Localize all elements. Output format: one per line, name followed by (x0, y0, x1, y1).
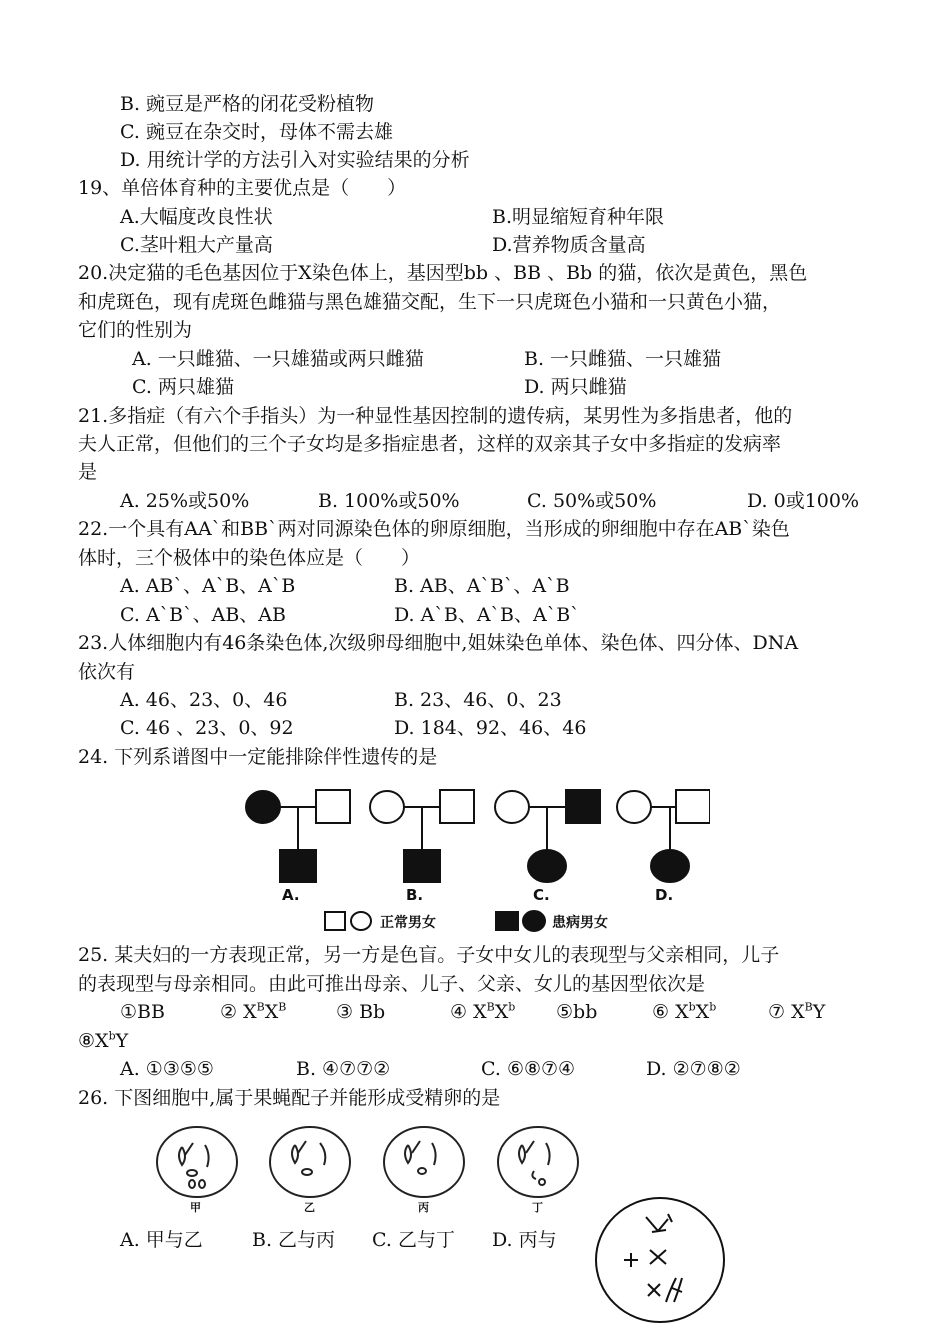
pedigree-label-a: A. (282, 886, 300, 904)
q25-option-b: B. ④⑦⑦② (296, 1058, 391, 1080)
q20-stem-line3: 它们的性别为 (78, 319, 193, 341)
q21-option-d: D. 0或100% (747, 490, 860, 512)
pedigree-b-father (440, 790, 474, 823)
q20-option-c: C. 两只雄猫 (132, 376, 234, 398)
q19-option-c: C.茎叶粗大产量高 (120, 234, 273, 256)
legend-sick-male (496, 912, 518, 930)
q18-option-b: B. 豌豆是严格的闭花受粉植物 (120, 93, 375, 115)
q21-option-c: C. 50%或50% (527, 490, 657, 512)
q23-option-a: A. 46、23、0、46 (120, 689, 288, 711)
q22-stem-line1: 22.一个具有AA`和BB`两对同源染色体的卵原细胞，当形成的卵细胞中存在AB`染色 (78, 518, 790, 540)
q25-genotype-4: ④ $X^BX^b$ (450, 1000, 516, 1023)
q19-option-b: B.明显缩短育种年限 (492, 206, 665, 228)
q25-option-c: C. ⑥⑧⑦④ (481, 1058, 576, 1080)
q25-genotype-8: $⑧X^bY$ (78, 1029, 129, 1052)
pedigree-b-son (404, 850, 440, 882)
q22-stem-line2: 体时，三个极体中的染色体应是（ ） (78, 547, 421, 569)
cell-bing (384, 1127, 464, 1197)
q22-option-a: A. AB`、A`B、A`B (120, 575, 296, 597)
legend-sick-female (523, 911, 545, 931)
pedigree-a-son (280, 850, 316, 882)
pedigree-figure (230, 780, 710, 940)
cell-label-ding: 丁 (532, 1201, 543, 1214)
q22-option-b: B. AB、A`B`、A`B (394, 575, 570, 597)
q21-stem-line3: 是 (78, 461, 98, 483)
q19-option-a: A.大幅度改良性状 (120, 206, 273, 228)
q20-option-a: A. 一只雌猫、一只雄猫或两只雌猫 (132, 348, 424, 370)
cell-figure (150, 1115, 590, 1225)
q25-stem-line1: 25. 某夫妇的一方表现正常，另一方是色盲。子女中女儿的表现型与父亲相同，儿子 (78, 944, 780, 966)
pedigree-a-father (316, 790, 350, 823)
q23-option-c: C. 46 、23、0、92 (120, 717, 294, 739)
q19-stem: 19、单倍体育种的主要优点是（ ） (78, 177, 407, 199)
q26-option-c: C. 乙与丁 (372, 1229, 455, 1251)
q21-option-b: B. 100%或50% (318, 490, 460, 512)
q23-option-d: D. 184、92、46、46 (394, 717, 587, 739)
pedigree-label-d: D. (655, 886, 674, 904)
q25-option-d: D. ②⑦⑧② (646, 1058, 741, 1080)
q20-stem-line1: 20.决定猫的毛色基因位于X染色体上，基因型bb 、BB 、Bb 的猫，依次是黄色，黑色 (78, 262, 808, 284)
q25-genotype-1: ①BB (120, 1001, 165, 1023)
large-cell-figure (592, 1192, 732, 1332)
legend-normal-male (325, 912, 345, 930)
q25-option-a: A. ①③⑤⑤ (120, 1058, 214, 1080)
q25-genotype-6: ⑥ $X^bX^b$ (652, 1000, 717, 1023)
q23-stem-line1: 23.人体细胞内有46条染色体,次级卵母细胞中,姐妹染色单体、染色体、四分体、DNA (78, 632, 799, 654)
cell-label-bing: 丙 (418, 1201, 429, 1214)
pedigree-label-c: C. (533, 886, 550, 904)
q21-stem-line1: 21.多指症（有六个手指头）为一种显性基因控制的遗传病，某男性为多指患者，他的 (78, 405, 793, 427)
pedigree-label-b: B. (406, 886, 424, 904)
q25-genotype-3: ③ Bb (336, 1001, 386, 1023)
pedigree-d-father (676, 790, 710, 823)
q26-option-a: A. 甲与乙 (120, 1229, 203, 1251)
cell-jia (157, 1127, 237, 1197)
q22-option-d: D. A`B、A`B、A`B` (394, 604, 580, 626)
q24-stem: 24. 下列系谱图中一定能排除伴性遗传的是 (78, 746, 438, 768)
q23-stem-line2: 依次有 (78, 661, 136, 683)
cell-ding (498, 1127, 578, 1197)
q18-option-d: D. 用统计学的方法引入对实验结果的分析 (120, 149, 470, 171)
q19-option-d: D.营养物质含量高 (492, 234, 646, 256)
q25-genotype-7: ⑦ $X^BY$ (768, 1000, 826, 1023)
pedigree-c-father (566, 790, 600, 823)
pedigree-b-mother (370, 791, 404, 823)
q25-genotype-5: ⑤bb (556, 1001, 598, 1023)
q25-stem-line2: 的表现型与母亲相同。由此可推出母亲、儿子、父亲、女儿的基因型依次是 (78, 973, 706, 995)
q22-option-c: C. A`B`、AB、AB (120, 604, 286, 626)
pedigree-d-mother (617, 791, 651, 823)
legend-sick-text: 患病男女 (552, 915, 608, 931)
pedigree-c-mother (495, 791, 529, 823)
cell-label-jia: 甲 (190, 1201, 201, 1214)
q25-genotype-2: ② $X^BX^B$ (220, 1000, 287, 1023)
q18-option-c: C. 豌豆在杂交时，母体不需去雄 (120, 121, 393, 143)
pedigree-a-mother (246, 791, 280, 823)
q20-option-b: B. 一只雌猫、一只雄猫 (524, 348, 722, 370)
cell-label-yi: 乙 (304, 1201, 315, 1214)
q20-stem-line2: 和虎斑色，现有虎斑色雌猫与黑色雄猫交配，生下一只虎斑色小猫和一只黄色小猫， (78, 291, 782, 313)
cell-yi (270, 1127, 350, 1197)
q20-option-d: D. 两只雌猫 (524, 376, 627, 398)
q26-option-b: B. 乙与丙 (252, 1229, 336, 1251)
pedigree-c-daughter (528, 850, 566, 882)
q21-option-a: A. 25%或50% (120, 490, 250, 512)
q26-stem: 26. 下图细胞中,属于果蝇配子并能形成受精卵的是 (78, 1087, 501, 1109)
legend-normal-text: 正常男女 (380, 915, 436, 931)
q23-option-b: B. 23、46、0、23 (394, 689, 562, 711)
q26-option-d: D. 丙与 (492, 1229, 557, 1251)
pedigree-d-daughter (651, 850, 689, 882)
q21-stem-line2: 夫人正常，但他们的三个子女均是多指症患者，这样的双亲其子女中多指症的发病率 (78, 433, 782, 455)
legend-normal-female (351, 912, 371, 930)
